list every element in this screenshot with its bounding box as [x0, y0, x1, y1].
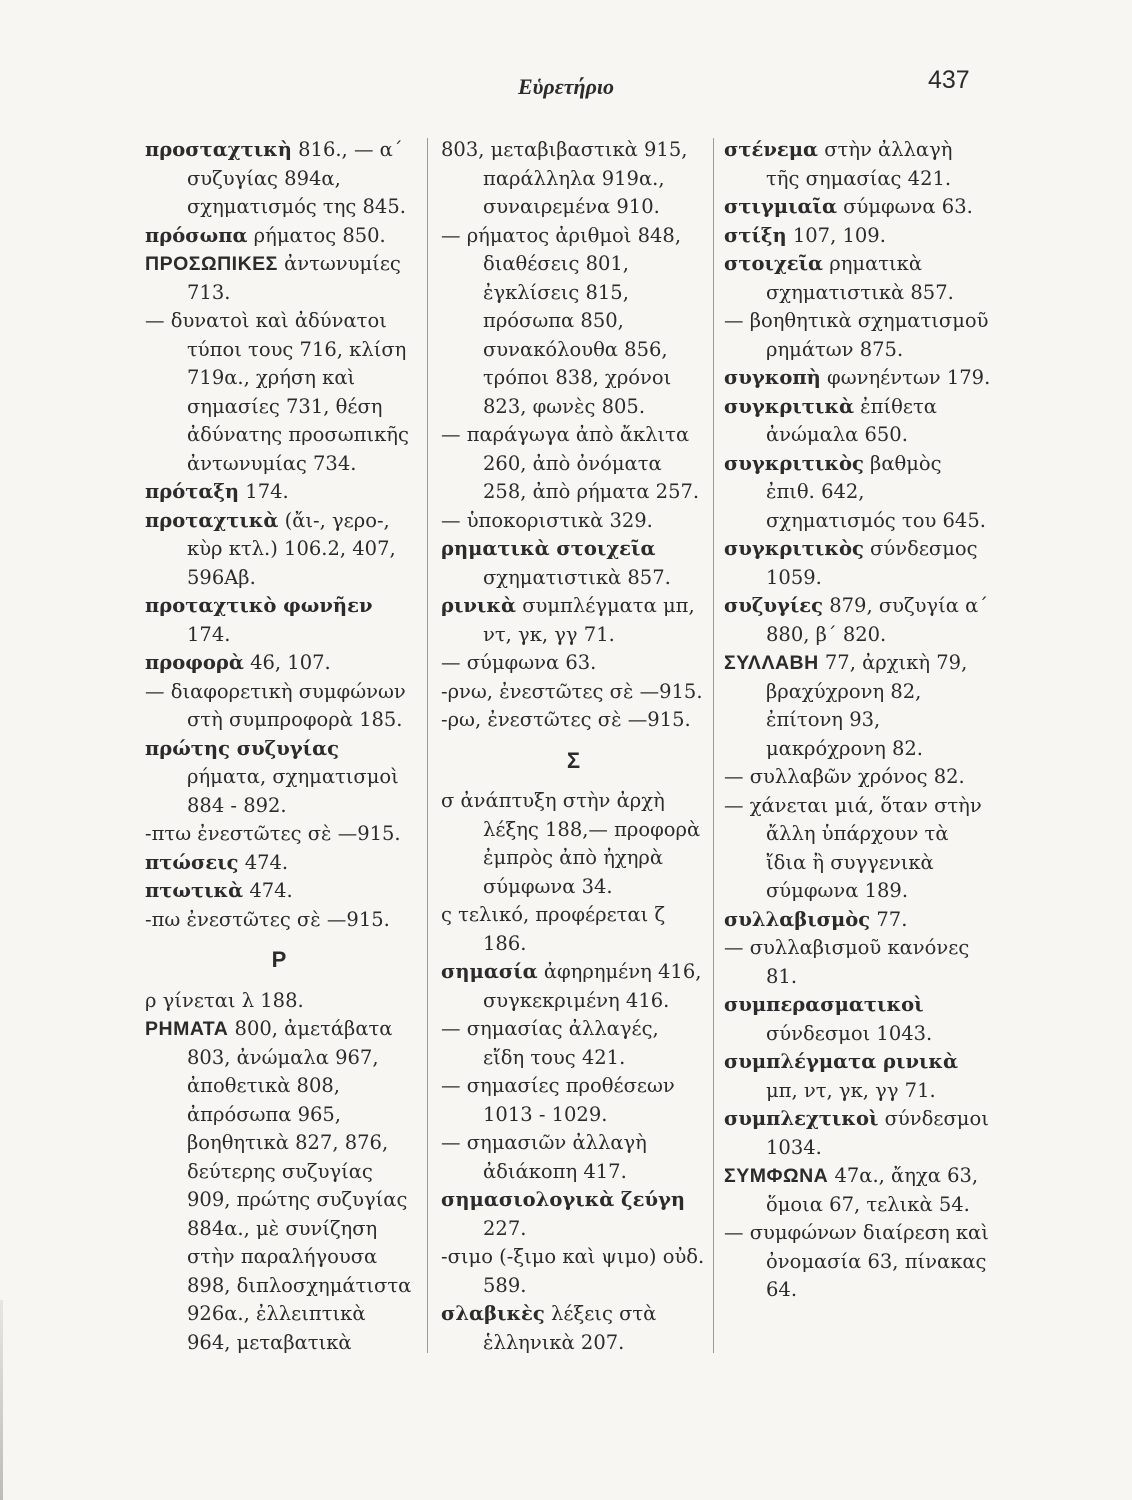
entry-references: μπ, ντ, γκ, γγ 71.: [766, 1078, 936, 1102]
entry-references: 47α., ἄηχα 63, ὅμοια 67, τελικὰ 54.: [766, 1164, 979, 1216]
entry-references: -πτω ἐνεστῶτες σὲ —915.: [145, 822, 401, 845]
index-entry: [724, 393, 992, 450]
entry-references: φωνηέντων 179.: [820, 366, 991, 389]
index-entry: [724, 307, 992, 364]
entry-references: 816., — α΄ συζυγίας 894α, σχηματισμός της 845.: [187, 138, 406, 218]
index-entry: [441, 1243, 706, 1300]
entry-references: 227.: [483, 1216, 527, 1240]
entry-references: -πω ἐνεστῶτες σὲ —915.: [145, 907, 390, 931]
entry-references: ρήματος 850.: [247, 223, 386, 247]
entry-references: σύνδεσμοι 1043.: [766, 1021, 933, 1045]
entry-references: — σημασίας ἀλλαγές, εἴδη τους 421.: [441, 1017, 659, 1069]
entry-references: — συμφώνων διαίρεση καὶ ὀνομασία 63, πίνακας 64.: [724, 1221, 989, 1301]
entry-references: βαθμὸς ἐπιθ. 642, σχηματισμός του 645.: [766, 451, 986, 532]
index-entry: [145, 1015, 413, 1357]
index-entry: [145, 678, 413, 735]
index-entry: [145, 250, 413, 307]
entry-headword: στιγμιαῖα: [724, 195, 837, 218]
index-entry: [145, 136, 413, 222]
entry-headword: ρινικὰ: [441, 594, 516, 617]
index-entry: [441, 649, 706, 678]
entry-headword: πρόσωπα: [145, 223, 248, 247]
index-column-1: [145, 136, 413, 1357]
entry-headword: ρηματικὰ στοιχεῖα: [441, 537, 656, 560]
entry-references: — ρήματος ἀριθμοὶ 848, διαθέσεις 801, ἐγκλίσεις 815, πρόσωπα 850, συνακόλουθα 856, τρόποι 838, χρόνοι 823, φωνὲς 805.: [441, 223, 682, 418]
entry-headword: ΣΥΛΛΑΒΗ: [724, 652, 819, 674]
entry-references: σύνδεσμοι 1034.: [766, 1107, 989, 1159]
entry-headword: συγκριτικὸς: [724, 537, 864, 560]
column-divider: [427, 138, 428, 1353]
entry-references: -σιμο (-ξιμο καὶ ψιμο) οὐδ. 589.: [441, 1245, 705, 1297]
entry-references: 474.: [238, 850, 289, 874]
entry-references: συμπλέγματα μπ, ντ, γκ, γγ 71.: [483, 594, 695, 646]
index-entry: [724, 222, 992, 251]
index-entry: [441, 678, 706, 707]
section-letter: Σ: [566, 747, 581, 773]
index-column-2: [441, 136, 706, 1357]
index-entry: [441, 507, 706, 536]
entry-headword: συμπερασματικοὶ: [724, 993, 924, 1016]
entry-references: σχηματιστικὰ 857.: [483, 565, 671, 589]
entry-references: (ἄι-, γερο-, κὺρ κτλ.) 106.2, 407, 596Αβ.: [187, 508, 396, 589]
index-entry: [145, 307, 413, 478]
entry-references: 879, συζυγία α΄ 880, β΄ 820.: [766, 594, 989, 646]
entry-references: 77, ἀρχικὴ 79, βραχύχρονη 82, ἐπίτονη 93, μακρόχρονη 82.: [766, 651, 968, 760]
index-entry: [441, 421, 706, 507]
entry-headword: ΠΡΟΣΩΠΙΚΕΣ: [145, 253, 278, 275]
entry-references: σύμφωνα 63.: [836, 195, 973, 218]
index-entry: [724, 906, 992, 935]
index-column-3: [724, 136, 992, 1305]
index-entry: [441, 1072, 706, 1129]
index-entry: [145, 735, 413, 821]
entry-headword: συγκριτικὸς: [724, 451, 864, 475]
entry-references: — βοηθητικὰ σχηματισμοῦ ρημάτων 875.: [724, 309, 989, 361]
index-entry: [724, 1105, 992, 1162]
entry-references: — συλλαβῶν χρόνος 82.: [724, 765, 965, 788]
index-entry: [724, 364, 992, 393]
index-entry: [145, 877, 413, 906]
index-entry: [145, 507, 413, 593]
index-entry: [145, 820, 413, 849]
entry-headword: συγκριτικὰ: [724, 394, 854, 418]
entry-references: -ρω, ἐνεστῶτες σὲ —915.: [441, 708, 691, 731]
index-entry: [724, 250, 992, 307]
entry-references: — ὑποκοριστικὰ 329.: [441, 508, 653, 532]
page-number: 437: [928, 66, 970, 94]
entry-references: ρηματικὰ σχηματιστικὰ 857.: [766, 252, 954, 304]
index-entry: [441, 535, 706, 592]
index-entry: [441, 592, 706, 649]
entry-headword: προταχτικὸ φωνῆεν: [145, 594, 373, 617]
index-entry: [145, 649, 413, 678]
entry-references: λέξεις στὰ ἑλληνικὰ 207.: [483, 1302, 657, 1354]
entry-references: ἐπίθετα ἀνώμαλα 650.: [766, 394, 937, 446]
index-entry: [724, 450, 992, 536]
entry-headword: συγκοπὴ: [724, 366, 821, 389]
index-entry: [724, 991, 992, 1048]
entry-headword: ΣΥΜΦΩΝΑ: [724, 1165, 829, 1187]
index-entry: [724, 792, 992, 906]
entry-references: — δυνατοὶ καὶ ἀδύνατοι τύποι τους 716, κλίση 719α., χρήση καὶ σημασίες 731, θέση ἀδύνατης προσωπικῆς ἀντωνυμίας 734.: [145, 309, 409, 475]
entry-references: σύνδεσμος 1059.: [766, 537, 978, 589]
entry-headword: προταχτικὰ: [145, 508, 279, 532]
index-entry: [441, 1300, 706, 1357]
index-entry: [441, 1186, 706, 1243]
index-entry: [145, 592, 413, 649]
entry-references: — διαφορετικὴ συμφώνων στὴ συμπροφορὰ 185.: [145, 679, 406, 731]
index-entry: [441, 136, 706, 222]
index-entry: [724, 1162, 992, 1219]
entry-references: 800, ἀμετάβατα 803, ἀνώμαλα 967, ἀποθετικὰ 808, ἀπρόσωπα 965, βοηθητικὰ 827, 876, δεύτερης συζυγίας 909, πρώτης συζυγίας 884α., μὲ συνίζηση στὴν παραλήγουσα 898, διπλοσχημάτιστα 926α., ἐλλειπτικὰ 964, μεταβατικὰ: [187, 1017, 412, 1354]
index-entry: [724, 136, 992, 193]
page-edge-shadow: [0, 1300, 3, 1500]
index-entry: [724, 1048, 992, 1105]
entry-headword: σημασιολογικὰ ζεύγη: [441, 1188, 686, 1211]
entry-headword: πρόταξη: [145, 480, 240, 503]
entry-references: -ρνω, ἐνεστῶτες σὲ —915.: [441, 679, 703, 703]
entry-references: 803, μεταβιβαστικὰ 915, παράλληλα 919α., συναιρεμένα 910.: [441, 138, 688, 218]
index-entry: [145, 849, 413, 878]
entry-headword: συμπλεχτικοὶ: [724, 1107, 879, 1130]
entry-headword: στίξη: [724, 223, 787, 247]
index-entry: [724, 1219, 992, 1305]
index-entry: [724, 763, 992, 792]
entry-references: στὴν ἀλλαγὴ τῆς σημασίας 421.: [766, 138, 953, 190]
entry-references: 174.: [239, 480, 289, 503]
entry-headword: στοιχεῖα: [724, 252, 824, 275]
entry-references: ρήματα, σχηματισμοὶ 884 - 892.: [187, 765, 399, 817]
entry-headword: προφορὰ: [145, 651, 244, 674]
index-entry: [441, 1015, 706, 1072]
entry-references: 174.: [187, 622, 231, 646]
entry-references: — συλλαβισμοῦ κανόνες 81.: [724, 936, 970, 988]
entry-headword: σλαβικὲς: [441, 1302, 545, 1325]
entry-references: 474.: [243, 879, 293, 902]
entry-references: ἀντωνυμίες 713.: [187, 252, 401, 304]
entry-references: 46, 107.: [243, 651, 331, 674]
entry-references: ρ γίνεται λ 188.: [145, 988, 304, 1012]
entry-headword: στένεμα: [724, 138, 819, 161]
index-entry: [724, 193, 992, 222]
entry-references: — χάνεται μιά, ὅταν στὴν ἄλλη ὑπάρχουν τὰ ἴδια ἢ συγγενικὰ σύμφωνα 189.: [724, 793, 982, 902]
index-entry: [441, 901, 706, 958]
column-divider: [713, 138, 714, 1353]
entry-headword: πτώσεις: [145, 850, 239, 874]
running-header-title: Εὑρετήριο: [517, 74, 615, 99]
index-entry: [724, 934, 992, 991]
index-entry: [724, 649, 992, 763]
index-entry: [145, 906, 413, 935]
entry-references: — σημασίες προθέσεων 1013 - 1029.: [441, 1074, 675, 1126]
index-entry: [441, 706, 706, 735]
entry-headword: συμπλέγματα ρινικὰ: [724, 1050, 959, 1073]
entry-references: — σύμφωνα 63.: [441, 651, 597, 674]
index-entry: [441, 787, 706, 901]
entry-references: σ ἀνάπτυξη στὴν ἀρχὴ λέξης 188,— προφορὰ ἐμπρὸς ἀπὸ ἠχηρὰ σύμφωνα 34.: [441, 789, 701, 898]
index-entry: [724, 535, 992, 592]
entry-references: 77.: [870, 907, 908, 931]
index-entry: [724, 592, 992, 649]
index-entry: [441, 222, 706, 422]
entry-headword: ΡΗΜΑΤΑ: [145, 1018, 229, 1040]
entry-references: — σημασιῶν ἀλλαγὴ ἀδιάκοπη 417.: [441, 1131, 647, 1183]
entry-headword: συλλαβισμὸς: [724, 907, 871, 931]
index-entry: [441, 958, 706, 1015]
entry-references: — παράγωγα ἀπὸ ἄκλιτα 260, ἀπὸ ὀνόματα 258, ἀπὸ ρήματα 257.: [441, 423, 700, 503]
entry-headword: σημασία: [441, 960, 538, 983]
entry-references: 107, 109.: [786, 223, 886, 247]
index-entry: [441, 1129, 706, 1186]
entry-headword: συζυγίες: [724, 594, 824, 617]
index-entry: [145, 987, 413, 1016]
index-entry: [145, 478, 413, 507]
index-entry: [145, 222, 413, 251]
entry-references: ς τελικό, προφέρεται ζ 186.: [441, 903, 666, 955]
entry-references: ἀφηρημένη 416, συγκεκριμένη 416.: [483, 960, 702, 1012]
section-letter: Ρ: [271, 947, 287, 972]
entry-headword: πτωτικὰ: [145, 879, 244, 902]
entry-headword: πρώτης συζυγίας: [145, 736, 339, 760]
entry-headword: προσταχτικὴ: [145, 138, 292, 161]
